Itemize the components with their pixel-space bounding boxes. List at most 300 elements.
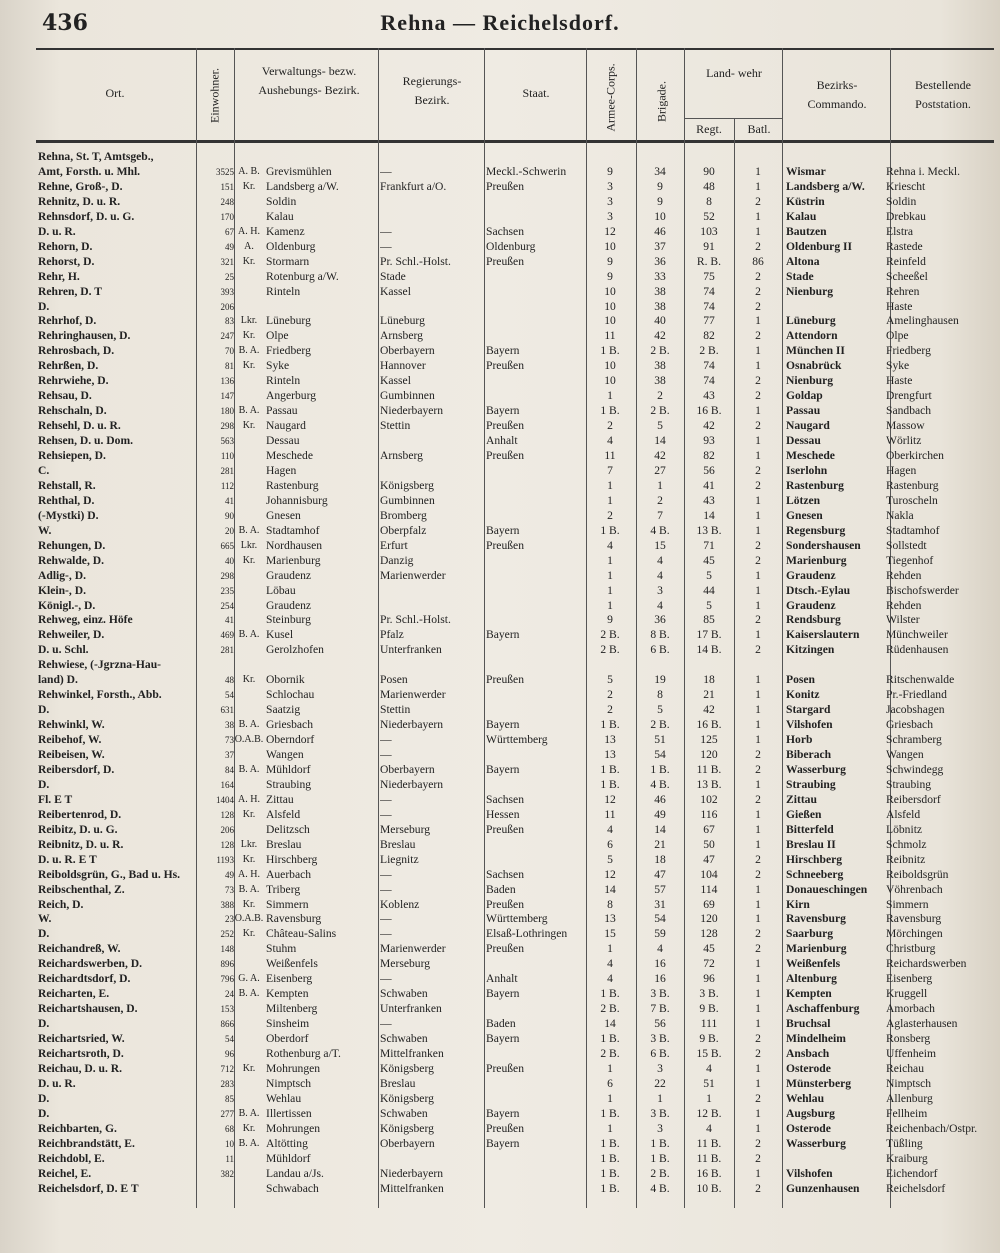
- cell-regiment: 102: [700, 792, 718, 806]
- cell-ort: Reichardtsdorf, D.: [38, 972, 131, 986]
- table-row: [0, 883, 1000, 898]
- table-row: [0, 255, 1000, 270]
- cell-ort: Reichdobl, E.: [38, 1151, 105, 1165]
- cell-regiment: 5: [706, 568, 712, 582]
- cell-brigade: 16: [654, 957, 666, 971]
- cell-bezirks-commando: Kitzingen: [786, 643, 835, 657]
- cell-brigade: 5: [657, 703, 663, 717]
- cell-verwaltungstyp: Kr.: [242, 808, 256, 820]
- cell-bataillon: 2: [755, 553, 761, 567]
- cell-bataillon: 1: [755, 344, 761, 358]
- cell-armee-corps: 2 B.: [600, 1002, 620, 1016]
- cell-bezirks-commando: Wasserburg: [786, 1136, 846, 1150]
- cell-bataillon: 2: [755, 942, 761, 956]
- table-row: [0, 957, 1000, 972]
- cell-ort: D.: [38, 1017, 50, 1031]
- cell-regiment: 52: [703, 209, 715, 223]
- cell-verwaltungsbezirk: Miltenberg: [266, 1002, 318, 1016]
- cell-verwaltungsbezirk: Wehlau: [266, 1091, 302, 1105]
- cell-poststation: Ronsberg: [886, 1032, 931, 1046]
- cell-einwohner: 254: [220, 600, 234, 611]
- cell-bataillon: 1: [755, 837, 761, 851]
- cell-brigade: 34: [654, 164, 666, 178]
- cell-ort: Rehsiepen, D.: [38, 449, 106, 462]
- cell-bataillon: 2: [755, 1032, 761, 1046]
- table-row: [0, 404, 1000, 419]
- cell-bataillon: 2: [755, 1091, 761, 1105]
- cell-regiment: 96: [703, 972, 715, 986]
- cell-regiment: 45: [703, 942, 715, 956]
- cell-brigade: 36: [654, 254, 666, 268]
- cell-poststation: Haste: [886, 299, 913, 313]
- cell-brigade: 37: [654, 239, 666, 253]
- cell-bezirks-commando: Osterode: [786, 1061, 831, 1075]
- cell-armee-corps: 1: [607, 583, 613, 597]
- cell-armee-corps: 10: [604, 299, 616, 313]
- cell-poststation: Straubing: [886, 777, 932, 791]
- table-row: [0, 628, 1000, 643]
- cell-brigade: 3: [657, 583, 663, 597]
- cell-staat: Bayern: [486, 523, 520, 537]
- cell-einwohner: 180: [220, 406, 234, 417]
- table-row: [0, 1017, 1000, 1032]
- cell-verwaltungstyp: O.A.B.: [234, 913, 264, 925]
- cell-bataillon: 1: [755, 359, 761, 373]
- cell-einwohner: 252: [220, 929, 234, 940]
- cell-regierungsbezirk: Niederbayern: [380, 718, 444, 732]
- cell-bezirks-commando: Passau: [786, 404, 821, 418]
- cell-einwohner: 382: [220, 1168, 234, 1179]
- cell-einwohner: 631: [220, 705, 234, 716]
- cell-bezirks-commando: Graudenz: [786, 568, 836, 582]
- cell-einwohner: 70: [225, 346, 234, 357]
- cell-brigade: 1 B.: [650, 1151, 670, 1165]
- cell-brigade: 3: [657, 1121, 663, 1135]
- table-row: [0, 494, 1000, 509]
- cell-regiment: 67: [703, 822, 715, 836]
- cell-bataillon: 1: [755, 673, 761, 687]
- cell-verwaltungsbezirk: Breslau: [266, 837, 302, 851]
- cell-regiment: 85: [703, 613, 715, 627]
- cell-regierungsbezirk: Schwaben: [380, 1032, 428, 1046]
- cell-armee-corps: 2 B.: [600, 643, 620, 657]
- cell-brigade: 42: [654, 449, 666, 462]
- cell-einwohner: 206: [220, 824, 234, 835]
- cell-verwaltungsbezirk: Delitzsch: [266, 822, 310, 836]
- table-row: [0, 165, 1000, 180]
- cell-regiment: 42: [703, 419, 715, 433]
- table-row: [0, 1062, 1000, 1077]
- cell-regiment: 82: [703, 329, 715, 343]
- cell-staat: Preußen: [486, 254, 524, 268]
- cell-ort: D.: [38, 299, 50, 313]
- cell-verwaltungstyp: Kr.: [242, 1062, 256, 1074]
- cell-regierungsbezirk: —: [380, 792, 392, 806]
- cell-ort: Reicharten, E.: [38, 987, 110, 1001]
- cell-staat: Preußen: [486, 942, 524, 956]
- cell-bezirks-commando: Osnabrück: [786, 359, 842, 373]
- cell-regierungsbezirk: —: [380, 733, 392, 747]
- table-row: [0, 778, 1000, 793]
- cell-bezirks-commando: Kalau: [786, 209, 817, 223]
- cell-verwaltungsbezirk: Johannisburg: [266, 493, 328, 507]
- cell-regiment: 4: [706, 1061, 712, 1075]
- cell-brigade: 59: [654, 927, 666, 941]
- cell-bezirks-commando: Goldap: [786, 389, 823, 403]
- cell-regierungsbezirk: Frankfurt a/O.: [380, 179, 447, 193]
- cell-armee-corps: 5: [607, 673, 613, 687]
- cell-verwaltungsbezirk: Löbau: [266, 583, 296, 597]
- cell-armee-corps: 2: [607, 419, 613, 433]
- cell-regierungsbezirk: —: [380, 807, 392, 821]
- cell-verwaltungstyp: A. B.: [238, 165, 260, 177]
- cell-einwohner: 112: [220, 480, 234, 491]
- cell-ort: land) D.: [38, 673, 78, 687]
- table-row: [0, 1002, 1000, 1017]
- cell-bataillon: 2: [755, 748, 761, 761]
- cell-verwaltungstyp: B. A.: [238, 345, 260, 357]
- cell-regierungsbezirk: Oberpfalz: [380, 523, 427, 537]
- cell-poststation: Oberkirchen: [886, 449, 944, 462]
- header-batl: Batl.: [747, 122, 771, 136]
- cell-bezirks-commando: Ravensburg: [786, 912, 846, 926]
- cell-brigade: 10: [654, 209, 666, 223]
- cell-bezirks-commando: Stargard: [786, 703, 831, 717]
- table-row: [0, 823, 1000, 838]
- cell-ort: Rehorn, D.: [38, 239, 93, 253]
- cell-regierungsbezirk: Erfurt: [380, 538, 408, 552]
- cell-einwohner: 40: [225, 555, 234, 566]
- cell-bataillon: 2: [755, 463, 761, 477]
- table-row: [0, 539, 1000, 554]
- cell-regierungsbezirk: Königsberg: [380, 1061, 434, 1075]
- cell-poststation: Stadtamhof: [886, 523, 940, 537]
- cell-bataillon: 1: [755, 523, 761, 537]
- cell-verwaltungstyp: B. A.: [238, 883, 260, 895]
- cell-armee-corps: 2: [607, 508, 613, 522]
- cell-poststation: Reichardswerben: [886, 957, 967, 971]
- cell-poststation: Nimptsch: [886, 1076, 932, 1090]
- cell-armee-corps: 2: [607, 703, 613, 717]
- cell-bezirks-commando: Münsterberg: [786, 1076, 852, 1090]
- cell-regierungsbezirk: —: [380, 239, 392, 253]
- table-row: [0, 718, 1000, 733]
- cell-brigade: 54: [654, 748, 666, 761]
- cell-bezirks-commando: Rendsburg: [786, 613, 841, 627]
- cell-bataillon: 2: [755, 329, 761, 343]
- cell-verwaltungstyp: Kr.: [242, 360, 256, 372]
- cell-brigade: 15: [654, 538, 666, 552]
- cell-brigade: 46: [654, 224, 666, 238]
- cell-verwaltungsbezirk: Mühldorf: [266, 762, 311, 776]
- cell-brigade: 4: [657, 598, 663, 612]
- cell-armee-corps: 9: [607, 164, 613, 178]
- cell-verwaltungstyp: A. H.: [238, 225, 260, 237]
- cell-regiment: 11 B.: [696, 1151, 722, 1165]
- cell-regiment: 45: [703, 553, 715, 567]
- page-title: Rehna — Reichelsdorf.: [380, 10, 620, 35]
- cell-einwohner: 128: [220, 839, 234, 850]
- cell-poststation: Christburg: [886, 942, 936, 956]
- cell-bezirks-commando: Graudenz: [786, 598, 836, 612]
- cell-brigade: 2 B.: [650, 344, 670, 358]
- cell-poststation: Kraiburg: [886, 1151, 928, 1165]
- cell-bataillon: 2: [755, 1136, 761, 1150]
- cell-ort: Rehstall, R.: [38, 478, 96, 492]
- cell-einwohner: 23: [225, 914, 234, 925]
- table-row: [0, 1137, 1000, 1152]
- cell-poststation: Fellheim: [886, 1106, 928, 1120]
- cell-einwohner: 151: [220, 181, 234, 192]
- cell-bezirks-commando: Attendorn: [786, 329, 838, 343]
- cell-bezirks-commando: Breslau II: [786, 837, 836, 851]
- header-regierung: Regierungs- Bezirk.: [402, 74, 462, 107]
- cell-staat: Preußen: [486, 359, 524, 373]
- table-row: [0, 285, 1000, 300]
- table-row: [0, 703, 1000, 718]
- cell-einwohner: 247: [220, 331, 234, 342]
- cell-ort: D. u. R.: [38, 224, 76, 238]
- cell-einwohner: 170: [220, 211, 234, 222]
- cell-verwaltungstyp: Kr.: [242, 420, 256, 432]
- cell-ort: Reichardswerben, D.: [38, 957, 143, 971]
- cell-bezirks-commando: Altona: [786, 254, 820, 268]
- cell-regiment: 128: [700, 927, 718, 941]
- cell-einwohner: 469: [220, 630, 234, 641]
- cell-einwohner: 41: [225, 615, 234, 626]
- cell-poststation: Tiegenhof: [886, 553, 934, 567]
- cell-ort: Reibeisen, W.: [38, 748, 105, 761]
- table-row: [0, 314, 1000, 329]
- cell-regiment: 114: [700, 882, 718, 896]
- cell-staat: Württemberg: [486, 733, 548, 747]
- cell-bataillon: 1: [755, 777, 761, 791]
- cell-staat: Baden: [486, 882, 516, 896]
- cell-einwohner: 1404: [216, 794, 234, 805]
- table-row: [0, 763, 1000, 778]
- cell-verwaltungsbezirk: Oberdorf: [266, 1032, 309, 1046]
- cell-einwohner: 73: [225, 735, 234, 746]
- cell-regierungsbezirk: Breslau: [380, 837, 416, 851]
- cell-verwaltungsbezirk: Alsfeld: [266, 807, 301, 821]
- cell-armee-corps: 10: [604, 239, 616, 253]
- cell-einwohner: 283: [220, 1078, 234, 1089]
- table-row: [0, 374, 1000, 389]
- cell-regierungsbezirk: Oberbayern: [380, 762, 435, 776]
- cell-einwohner: 24: [225, 989, 234, 1000]
- cell-regierungsbezirk: —: [380, 882, 392, 896]
- cell-brigade: 31: [654, 897, 666, 911]
- cell-ort: Reichartsroth, D.: [38, 1047, 124, 1060]
- cell-staat: Anhalt: [486, 434, 518, 448]
- cell-einwohner: 20: [225, 525, 234, 536]
- cell-einwohner: 68: [225, 1123, 234, 1134]
- cell-regierungsbezirk: Liegnitz: [380, 852, 419, 866]
- cell-ort: Amt, Forsth. u. Mhl.: [38, 164, 141, 178]
- cell-poststation: Nakla: [886, 508, 914, 522]
- cell-regierungsbezirk: —: [380, 164, 392, 178]
- cell-verwaltungsbezirk: Zittau: [266, 792, 294, 806]
- table-row: [0, 434, 1000, 449]
- cell-poststation: Rüdenhausen: [886, 643, 949, 657]
- cell-verwaltungstyp: B. A.: [238, 719, 260, 731]
- cell-regierungsbezirk: Pr. Schl.-Holst.: [380, 254, 451, 268]
- cell-bataillon: 1: [755, 957, 761, 971]
- cell-bataillon: 2: [755, 239, 761, 253]
- cell-bataillon: 1: [755, 404, 761, 418]
- cell-regierungsbezirk: Schwaben: [380, 987, 428, 1001]
- cell-poststation: Scheeßel: [886, 269, 928, 283]
- cell-regiment: 120: [700, 748, 718, 761]
- cell-bataillon: 1: [755, 314, 761, 328]
- cell-staat: Preußen: [486, 822, 524, 836]
- cell-bezirks-commando: Bruchsal: [786, 1017, 831, 1031]
- cell-brigade: 2 B.: [650, 1166, 670, 1180]
- cell-armee-corps: 2 B.: [600, 1047, 620, 1060]
- cell-verwaltungsbezirk: Auerbach: [266, 867, 312, 881]
- cell-bezirks-commando: Kaiserslautern: [786, 628, 860, 642]
- cell-poststation: Uffenheim: [886, 1047, 937, 1060]
- header-brigade: Brigade.: [654, 81, 669, 122]
- cell-bataillon: 1: [755, 1121, 761, 1135]
- cell-poststation: Haste: [886, 374, 913, 388]
- cell-verwaltungstyp: B. A.: [238, 629, 260, 641]
- cell-einwohner: 110: [220, 451, 234, 461]
- cell-verwaltungsbezirk: Gnesen: [266, 508, 301, 522]
- cell-bataillon: 1: [755, 688, 761, 702]
- cell-bezirks-commando: Oldenburg II: [786, 239, 853, 253]
- cell-brigade: 2 B.: [650, 404, 670, 418]
- cell-verwaltungstyp: A. H.: [238, 793, 260, 805]
- cell-bataillon: 1: [755, 209, 761, 223]
- cell-ort: Rehungen, D.: [38, 538, 106, 552]
- cell-ort: Rehwalde, D.: [38, 553, 105, 567]
- table-row: [0, 838, 1000, 853]
- cell-poststation: Wilster: [886, 613, 920, 627]
- cell-armee-corps: 1 B.: [600, 1136, 620, 1150]
- table-row: [0, 240, 1000, 255]
- cell-armee-corps: 1: [607, 1091, 613, 1105]
- table-row: [0, 554, 1000, 569]
- cell-einwohner: 3525: [216, 166, 234, 177]
- cell-poststation: Massow: [886, 419, 925, 433]
- cell-brigade: 3 B.: [650, 1032, 670, 1046]
- cell-poststation: Olpe: [886, 329, 909, 343]
- header-armee-corps: Armee-Corps.: [603, 63, 618, 132]
- cell-bezirks-commando: Gnesen: [786, 508, 823, 522]
- cell-brigade: 14: [654, 434, 666, 448]
- cell-ort: Königl.-, D.: [38, 598, 96, 612]
- cell-regierungsbezirk: Oberbayern: [380, 1136, 435, 1150]
- cell-bataillon: 86: [752, 254, 764, 268]
- cell-verwaltungsbezirk: Passau: [266, 404, 298, 418]
- cell-staat: Preußen: [486, 419, 524, 433]
- cell-ort: Rehnsdorf, D. u. G.: [38, 209, 135, 223]
- cell-regierungsbezirk: Pfalz: [380, 628, 404, 642]
- cell-regiment: 1: [706, 1091, 712, 1105]
- cell-armee-corps: 1 B.: [600, 762, 620, 776]
- cell-bezirks-commando: Horb: [786, 733, 813, 747]
- table-row: [0, 329, 1000, 344]
- cell-einwohner: 10: [225, 1138, 234, 1149]
- cell-armee-corps: 4: [607, 434, 613, 448]
- cell-armee-corps: 4: [607, 822, 613, 836]
- cell-verwaltungsbezirk: Stormarn: [266, 254, 310, 268]
- cell-ort: W.: [38, 523, 52, 537]
- cell-regiment: 50: [703, 837, 715, 851]
- cell-poststation: Syke: [886, 359, 910, 373]
- cell-einwohner: 25: [225, 271, 234, 282]
- table-row: [0, 853, 1000, 868]
- cell-regierungsbezirk: Marienwerder: [380, 568, 446, 582]
- cell-bataillon: 1: [755, 897, 761, 911]
- cell-bataillon: 2: [755, 194, 761, 208]
- cell-einwohner: 148: [220, 944, 234, 955]
- cell-regierungsbezirk: Mittelfranken: [380, 1181, 444, 1195]
- cell-armee-corps: 10: [604, 314, 616, 328]
- cell-staat: Bayern: [486, 987, 520, 1001]
- cell-regierungsbezirk: —: [380, 224, 392, 238]
- cell-bezirks-commando: München II: [786, 344, 845, 358]
- cell-ort: C.: [38, 463, 50, 477]
- cell-armee-corps: 11: [604, 449, 616, 462]
- cell-brigade: 18: [654, 852, 666, 866]
- cell-poststation: Jacobshagen: [886, 703, 945, 717]
- cell-regiment: 74: [703, 359, 715, 373]
- cell-armee-corps: 4: [607, 538, 613, 552]
- cell-brigade: 4 B.: [650, 523, 670, 537]
- cell-verwaltungsbezirk: Obornik: [266, 673, 305, 687]
- table-row: [0, 942, 1000, 957]
- cell-ort: Reibschenthal, Z.: [38, 882, 125, 896]
- cell-bataillon: 1: [755, 822, 761, 836]
- cell-brigade: 16: [654, 972, 666, 986]
- cell-verwaltungstyp: A. H.: [238, 868, 260, 880]
- cell-armee-corps: 12: [604, 867, 616, 881]
- cell-verwaltungsbezirk: Mohrungen: [266, 1121, 321, 1135]
- cell-verwaltungstyp: Kr.: [242, 330, 256, 342]
- cell-poststation: Schramberg: [886, 733, 942, 747]
- table-row: [0, 643, 1000, 658]
- cell-poststation: Allenburg: [886, 1091, 933, 1105]
- cell-brigade: 22: [654, 1076, 666, 1090]
- cell-poststation: Löbnitz: [886, 822, 923, 836]
- cell-verwaltungstyp: B. A.: [238, 988, 260, 1000]
- cell-poststation: Reichelsdorf: [886, 1181, 946, 1195]
- cell-verwaltungsbezirk: Gerolzhofen: [266, 643, 324, 657]
- cell-armee-corps: 1: [607, 1121, 613, 1135]
- cell-poststation: Aglasterhausen: [886, 1017, 958, 1031]
- cell-regiment: 41: [703, 478, 715, 492]
- cell-bezirks-commando: Kempten: [786, 987, 832, 1001]
- cell-regiment: 10 B.: [696, 1181, 722, 1195]
- cell-regiment: 8: [706, 194, 712, 208]
- cell-regiment: R. B.: [696, 254, 722, 268]
- cell-poststation: Tüßling: [886, 1136, 923, 1150]
- cell-armee-corps: 1: [607, 553, 613, 567]
- cell-einwohner: 281: [220, 465, 234, 476]
- cell-ort: Rehringhausen, D.: [38, 329, 131, 343]
- cell-bataillon: 1: [755, 1061, 761, 1075]
- cell-poststation: Pr.-Friedland: [886, 688, 947, 702]
- cell-bataillon: 1: [755, 583, 761, 597]
- cell-regierungsbezirk: —: [380, 972, 392, 986]
- cell-verwaltungsbezirk: Altötting: [266, 1136, 308, 1150]
- cell-poststation: Amorbach: [886, 1002, 935, 1016]
- cell-bezirks-commando: Weißenfels: [786, 957, 841, 971]
- table-row: [0, 658, 1000, 673]
- header-bottom-rule: [36, 140, 994, 143]
